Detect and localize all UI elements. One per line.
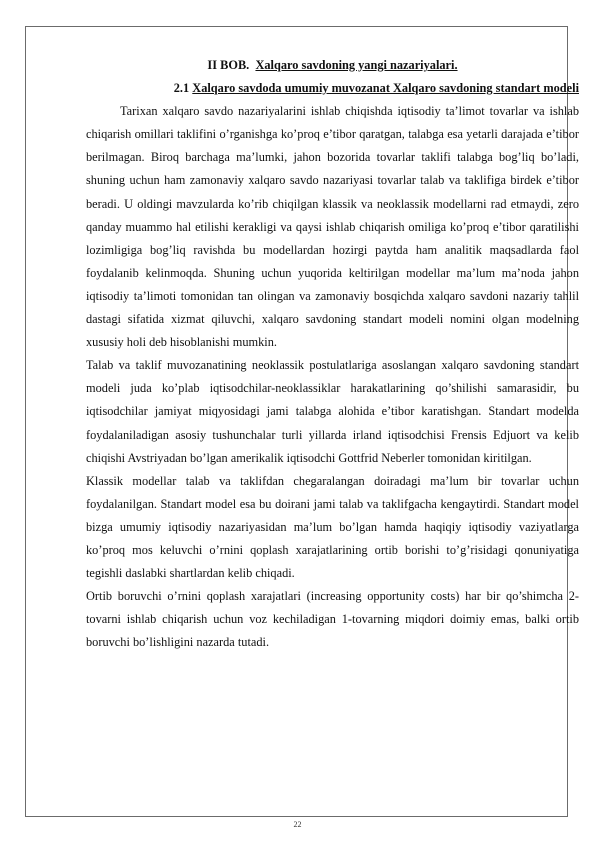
chapter-title: Xalqaro savdoning yangi nazariyalari. bbox=[255, 58, 458, 72]
section-heading bbox=[86, 77, 579, 100]
chapter-number: II BOB. bbox=[207, 58, 250, 72]
paragraph-1: Tarixan xalqaro savdo nazariyalarini ishlab chiqishda iqtisodiy ta’limot tovarlar va ishlab chiqarish omillari taklifini o’rganishga ko’proq e’tibor qaratgan, talabga esa yetarli darajada e’tibor berilmagan. Biroq barchaga ma’lumki, jahon bozorida tovarlar taklifi talabga bog’liq bo’ladi, shuning uchun ham zamonaviy xalqaro savdo nazariyasi tovarlar talab va taklifiga birdek e’tibor beradi. U oldingi mavzularda ko’rib chiqilgan klassik va neoklassik modellarni rad etmaydi, zero qanday muammo hal etilishi kerakligi va qaysi ishlab chiqarish omiliga ko’proq e’tibor qaratilishi lozimligiga bog’liq ravishda bu modellardan hozirgi paytda ham analitik maqsadlarda faol foydalanib kelinmoqda. Shuning uchun yuqorida keltirilgan modellar ma’lum ma’noda jahon iqtisodiy ta’limoti tomonidan tan olingan va zamonaviy bosqichda xalqaro savdoni nazariy tahlil dastagi sifatida xizmat qiluvchi, xalqaro savdoning standart modeli nomini olgan modelning xususiy holi deb hisoblanishi mumkin. bbox=[86, 104, 579, 350]
page-number: 22 bbox=[293, 820, 302, 829]
chapter-heading bbox=[86, 54, 579, 77]
paragraph-2: Talab va taklif muvozanatining neoklassik postulatlariga asoslangan xalqaro savdoning standart modeli juda ko’plab iqtisodchilar-neoklassiklar harakatlarining qo’shilishi samarasidir, bu iqtisodchilar jamiyat miqyosidagi jami talabga alohida e’tibor karatishgan. Standart modelda foydalaniladigan asosiy tushunchalar turli yillarda irland iqtisodchisi Frensis Edjuort va kelib chiqishi Avstriyadan bo’lgan amerikalik iqtisodchi Gottfrid Neberler tomonidan kiritilgan. bbox=[86, 358, 579, 465]
page-frame bbox=[25, 26, 579, 817]
section-number: 2.1 bbox=[173, 81, 190, 96]
paragraph-4: Ortib boruvchi o’rnini qoplash xarajatlari (increasing opportunity costs) har bir qo’shimcha 2-tovarni ishlab chiqarish uchun voz kechiladigan 1-tovarning miqdori doimiy emas, balki ortib boruvchi bo’lishligini nazarda tutadi. bbox=[86, 589, 579, 650]
section-title: Xalqaro savdoda umumiy muvozanat Xalqaro savdoning standart modeli bbox=[192, 81, 579, 96]
paragraph-3: Klassik modellar talab va taklifdan chegaralangan doiradagi ma’lum bir tovarlar uchun foydalanilgan. Standart model esa bu doirani jami talab va taklifgacha kengaytirdi. Standart model bizga umumiy iqtisodiy nazariyasidan ma’lum bo’lgan hamda haqiqiy iqtisodiy vaziyatlarga ko’proq mos keluvchi o’rnini qoplash xarajatlarining ortib borishi to’g’risidagi qonuniyatiga tegishli daslabki shartlardan kelib chiqadi. bbox=[86, 473, 579, 581]
page-content bbox=[86, 54, 579, 654]
